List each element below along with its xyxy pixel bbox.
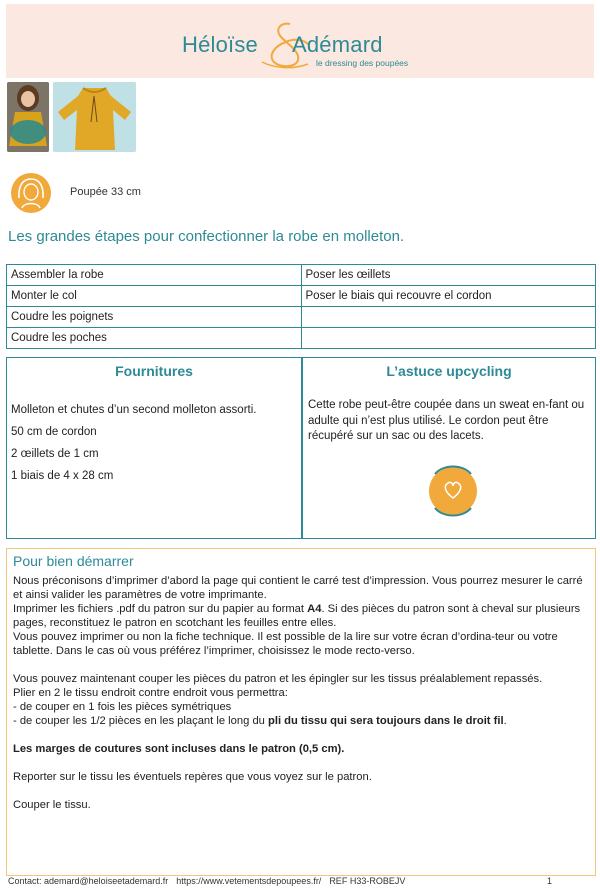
section-title: Les grandes étapes pour confectionner la robe en molleton. bbox=[8, 228, 405, 245]
list-item: 1 biais de 4 x 28 cm bbox=[11, 470, 114, 482]
paragraph bbox=[13, 742, 589, 756]
getting-started-title: Pour bien démarrer bbox=[13, 553, 134, 569]
brand-part2: Adémard bbox=[292, 32, 383, 57]
astuce-box bbox=[302, 357, 596, 539]
astuce-title: L’astuce upcycling bbox=[386, 363, 512, 379]
table-cell: Coudre les poches bbox=[7, 328, 302, 349]
steps-table bbox=[6, 264, 596, 349]
paper-format: A4 bbox=[307, 603, 322, 615]
emphasis: pli du tissu qui sera toujours dans le droit fil bbox=[268, 715, 504, 727]
dress-photo-thumbnail bbox=[53, 82, 136, 152]
table-cell: Poser le biais qui recouvre el cordon bbox=[301, 286, 596, 307]
paragraph: Plier en 2 le tissu endroit contre endroit vous permettra: bbox=[13, 687, 288, 699]
paragraph: Reporter sur le tissu les éventuels repères que vous voyez sur le patron. bbox=[13, 771, 372, 783]
paragraph: - de couper en 1 fois les pièces symétriques bbox=[13, 701, 232, 713]
fournitures-box bbox=[6, 357, 302, 539]
table-cell: Poser les œillets bbox=[301, 265, 596, 286]
paragraph: Couper le tissu. bbox=[13, 799, 91, 811]
table-cell bbox=[301, 307, 596, 328]
paragraph: Nous préconisons d’imprimer d’abord la page qui contient le carré test d’impression. Vous pourrez mesurer le carré et ainsi valider les paramètres de votre imprimante. bbox=[13, 575, 583, 601]
table-row bbox=[7, 286, 596, 307]
table-cell bbox=[301, 328, 596, 349]
text-span: Imprimer les fichiers .pdf du patron sur du papier au format bbox=[13, 603, 308, 615]
list-item: 50 cm de cordon bbox=[11, 426, 97, 438]
paragraph: Vous pouvez maintenant couper les pièces du patron et les épingler sur les tissus préalablement repassés. bbox=[13, 673, 543, 685]
doll-face-icon bbox=[10, 172, 52, 214]
table-cell: Coudre les poignets bbox=[7, 307, 302, 328]
list-item: 2 œillets de 1 cm bbox=[11, 448, 99, 460]
table-cell: Monter le col bbox=[7, 286, 302, 307]
header-banner bbox=[6, 4, 594, 78]
page-number: 1 bbox=[547, 876, 553, 886]
text-span: . Si des pièces du patron sont à cheval sur plusieurs pages, reconstituez le patron en scotchant les feuilles entre elles. bbox=[13, 603, 581, 629]
text-span: . bbox=[503, 715, 507, 727]
list-item: Molleton et chutes d’un second molleton assorti. bbox=[11, 404, 257, 416]
astuce-text: Cette robe peut-être coupée dans un sweat en-fant ou adulte qui n’est plus utilisé. Le cordon peut être récupéré sur un sac ou des lacets. bbox=[308, 399, 585, 442]
upcycling-hands-icon bbox=[425, 460, 481, 522]
paragraph: Vous pouvez imprimer ou non la fiche technique. Il est possible de la lire sur votre écran d’ordina-teur ou votre tablette. Dans le cas où vous préférez l’imprimer, choisissez le mode recto-verso. bbox=[13, 631, 558, 657]
table-cell: Assembler la robe bbox=[7, 265, 302, 286]
footer-website[interactable]: https://www.vetementsdepoupees.fr/ bbox=[176, 876, 322, 886]
brand-part1: Héloïse bbox=[182, 32, 258, 57]
table-row bbox=[7, 307, 596, 328]
text-span: - de couper les 1/2 pièces en les plaçant le long du bbox=[13, 715, 268, 727]
margins-note: Les marges de coutures sont incluses dans le patron (0,5 cm). bbox=[13, 743, 345, 755]
table-row bbox=[7, 265, 596, 286]
fournitures-list bbox=[7, 399, 301, 487]
brand-name bbox=[182, 32, 383, 58]
footer-ref: REF H33-ROBEJV bbox=[329, 876, 406, 886]
footer-contact[interactable]: Contact: ademard@heloiseetademard.fr bbox=[8, 876, 169, 886]
brand-tagline: le dressing des poupées bbox=[316, 58, 409, 68]
table-row bbox=[7, 328, 596, 349]
fournitures-title: Fournitures bbox=[115, 363, 193, 379]
getting-started-box bbox=[6, 548, 596, 876]
footer bbox=[8, 876, 413, 886]
paragraph bbox=[13, 602, 589, 630]
paragraph bbox=[13, 714, 589, 728]
brand-logo[interactable] bbox=[176, 16, 436, 72]
doll-size-label: Poupée 33 cm bbox=[70, 186, 141, 198]
doll-photo-thumbnail bbox=[7, 82, 49, 152]
